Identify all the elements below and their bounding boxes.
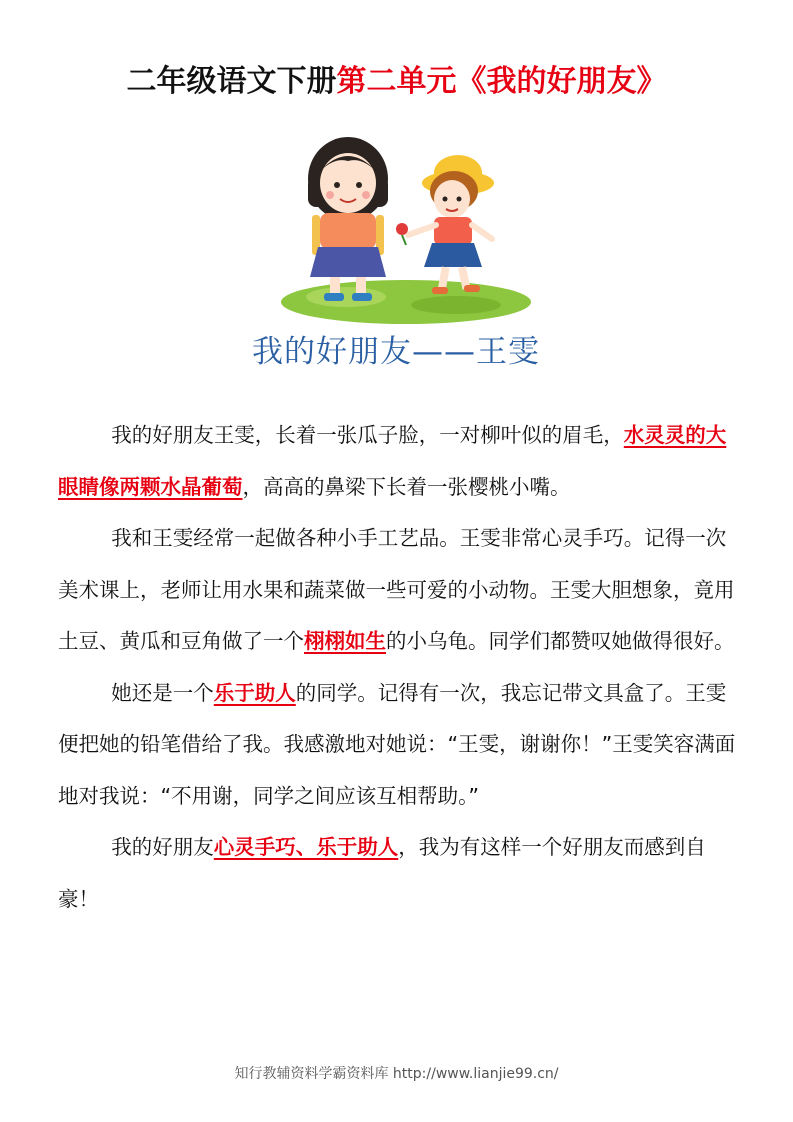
essay-body: [58, 410, 740, 925]
paragraph-text: ，高高的鼻梁下长着一张樱桃小嘴。: [242, 474, 571, 499]
highlighted-phrase: 乐于助人: [213, 680, 296, 705]
paragraph-text: 我的好朋友: [111, 835, 214, 859]
paragraph-helpful: [58, 668, 740, 823]
highlighted-phrase: 栩栩如生: [304, 629, 386, 653]
paragraph-text: 的同学。记得有一次，我忘记带文具盒了。王雯便把她的铅笔借给了我。我感激地对她说：“王雯，谢谢你！”王雯笑容满面地对我说：“不用谢，同学之间应该互相帮助。”: [58, 680, 736, 808]
highlighted-phrase: 水灵灵的大眼睛像两颗水晶葡萄: [58, 423, 727, 499]
paragraph-text: 的小乌龟。同学们都赞叹她做得很好。: [386, 629, 735, 653]
paragraph-text: 我和王雯经常一起做各种小手工艺品。王雯非常心灵手巧。记得一次美术课上，老师让用水果和蔬菜做一些可爱的小动物。王雯大胆想象，竟用土豆、黄瓜和豆角做了一个: [58, 526, 735, 653]
title-grade-text: 二年级语文下册: [126, 64, 337, 99]
paragraph-handcraft: [58, 513, 740, 668]
illustration-caption: 我的好朋友——王雯: [252, 334, 540, 370]
page-title: [0, 58, 793, 106]
paragraph-appearance: [58, 410, 740, 513]
title-unit-text: 第二单元《我的好朋友》: [336, 64, 667, 99]
highlighted-phrase: 心灵手巧、乐于助人: [213, 835, 399, 859]
paragraph-text: 我的好朋友王雯，长着一张瓜子脸，一对柳叶似的眉毛，: [111, 423, 624, 447]
paragraph-text: ，我为有这样一个好朋友而感到自豪！: [58, 835, 706, 911]
paragraph-conclusion: [58, 822, 740, 925]
paragraph-text: 她还是一个: [111, 680, 214, 705]
footer-watermark: 知行教辅资料学霸资料库 http://www.lianjie99.cn/: [234, 1066, 559, 1082]
